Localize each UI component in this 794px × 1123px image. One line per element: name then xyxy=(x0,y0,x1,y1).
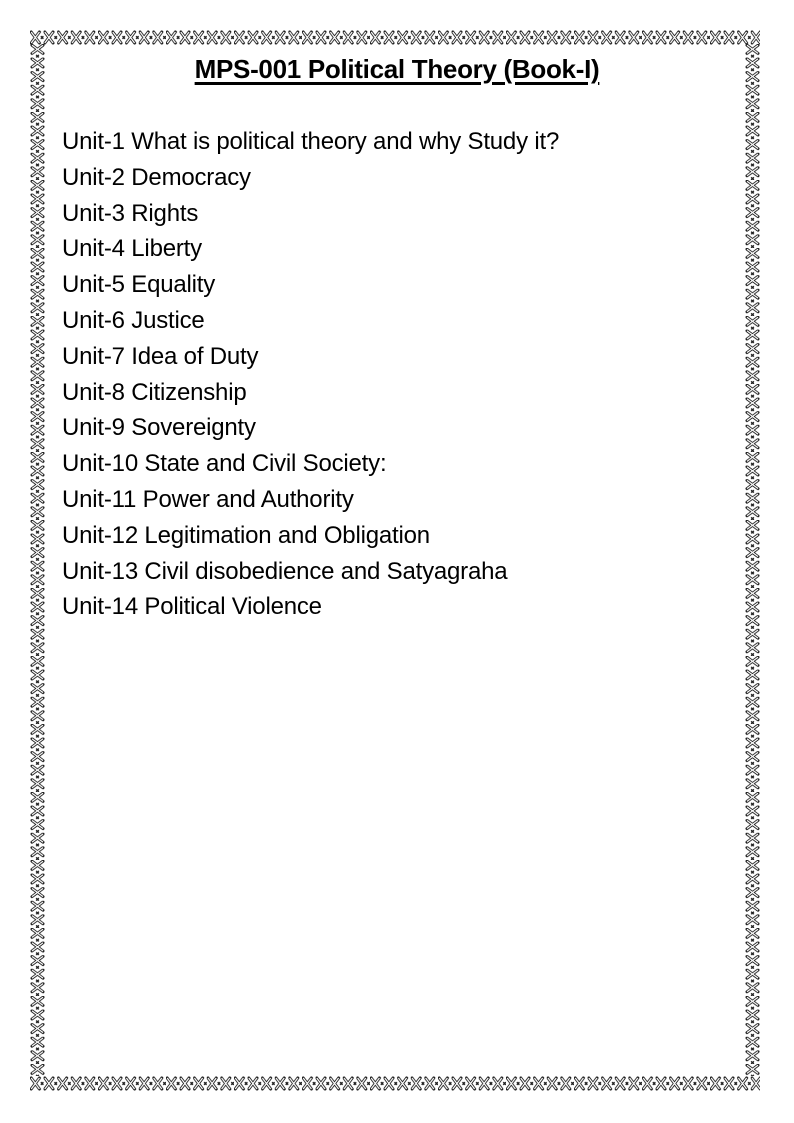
unit-list-item: Unit-6 Justice xyxy=(62,306,205,334)
unit-list-item: Unit-13 Civil disobedience and Satyagraha xyxy=(62,557,508,585)
unit-list-item: Unit-2 Democracy xyxy=(62,163,251,191)
unit-list-item: Unit-9 Sovereignty xyxy=(62,414,256,442)
unit-list-item: Unit-1 What is political theory and why Study it? xyxy=(62,128,560,155)
unit-list-item: Unit-14 Political Violence xyxy=(62,593,322,621)
page-border-left xyxy=(30,44,45,1076)
page-title: MPS-001 Political Theory (Book-I) xyxy=(194,54,600,84)
unit-list xyxy=(62,124,744,625)
unit-list-item: Unit-8 Citizenship xyxy=(62,378,247,406)
unit-list-item: Unit-4 Liberty xyxy=(62,235,202,263)
unit-list-item: Unit-11 Power and Authority xyxy=(62,485,354,513)
page-border-bottom xyxy=(30,1076,760,1091)
unit-list-item: Unit-3 Rights xyxy=(62,199,199,227)
unit-list-item: Unit-7 Idea of Duty xyxy=(62,342,259,370)
unit-list-item: Unit-5 Equality xyxy=(62,271,216,299)
page-border-right xyxy=(745,44,760,1076)
page-border-top xyxy=(30,30,760,45)
unit-list-item: Unit-10 State and Civil Society: xyxy=(62,450,387,478)
unit-list-item: Unit-12 Legitimation and Obligation xyxy=(62,521,430,549)
